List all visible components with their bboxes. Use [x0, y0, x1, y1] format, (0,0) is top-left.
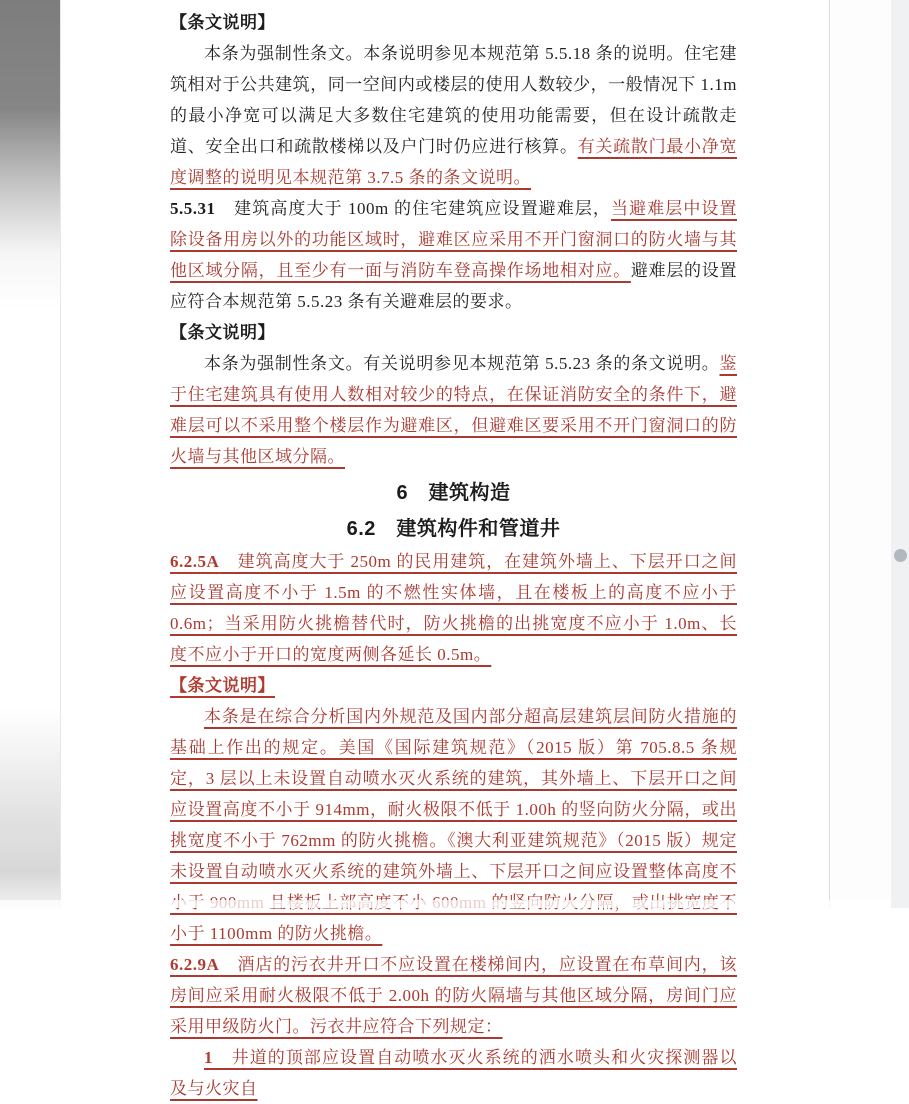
text-run: 本条为强制性条文。有关说明参见本规范第 5.5.23 条的条文说明。 [204, 354, 720, 373]
text-run: 6 建筑构造 [396, 482, 511, 504]
chapter-heading-6 [170, 478, 737, 508]
text-run: 6.2.5A [170, 552, 220, 571]
page-left-gutter [0, 0, 60, 908]
text-run: 6.2.9A [170, 955, 220, 974]
clause-6-2-5A [170, 546, 737, 670]
page-bottom-edge [0, 900, 891, 908]
text-run: 建筑高度大于 250m 的民用建筑，在建筑外墙上、下层开口之间应设置高度不小于 1.5m 的不燃性实体墙，且在楼板上的高度不应小于 0.6m；当采用防火挑檐替代时，防火挑檐的出挑宽度不应小于 1.0m、长度不应小于开口的宽度两侧各延长 0.5m。 [170, 552, 737, 664]
text-run: 5.5.31 [170, 199, 216, 218]
text-run: 本条为强制性条文。本条说明参见本规范第 5.5.18 条的说明。住宅建筑相对于公共建筑，同一空间内或楼层的使用人数较少，一般情况下 1.1m 的最小净宽可以满足大多数住宅建筑的使用功能需要，但在设计疏散走道、安全出口和疏散楼梯以及户门时仍应进行核算。 [170, 44, 737, 156]
text-run: 【条文说明】 [170, 676, 275, 695]
clause-5-5-31 [170, 193, 737, 317]
section-heading-6-2 [170, 514, 737, 544]
text-run: 【条文说明】 [170, 13, 275, 32]
text-run: 鉴于住宅建筑具有使用人数相对较少的特点，在保证消防安全的条件下，避难层可以不采用整个楼层作为避难区，但避难区要采用不开门窗洞口的防火墙与其他区域分隔。 [170, 354, 737, 466]
commentary-para-5-5-18 [170, 38, 737, 193]
commentary-heading-3 [170, 670, 737, 701]
text-run: 井道的顶部应设置自动喷水灭火系统的洒水喷头和火灾探测器以及与火灾自 [170, 1048, 737, 1098]
scrollbar-thumb[interactable] [894, 549, 907, 562]
text-run: 6.2 建筑构件和管道井 [346, 518, 561, 540]
scrollbar[interactable] [891, 0, 909, 908]
text-run: 本条是在综合分析国内外规范及国内部分超高层建筑层间防火措施的基础上作出的规定。美国《国际建筑规范》（2015 版）第 705.8.5 条规定，3 层以上未设置自动喷水灭火系统的建筑，其外墙上、下层开口之间应设置高度不小于 914mm，耐火极限不低于 1.00h 的竖向防火分隔，或出挑宽度不小于 762mm 的防火挑檐。《澳大利亚建筑规范》（2015 版）规定未设置自动喷水灭火系统的建筑外墙上、下层开口之间应设置整体高度不 小于 1100mm 的防火挑檐。 [170, 707, 737, 943]
text-run: 【条文说明】 [170, 323, 275, 342]
text-run: 1 [204, 1048, 213, 1067]
clause-6-2-9A [170, 949, 737, 1042]
text-run: 当避难层中设置除设备用房以外的功能区域时，避难区应采用不开门窗洞口的防火墙与其他区域分隔，且至少有一面与消防车登高操作场地相对应。 [170, 199, 738, 280]
text-run: 有关疏散门最小净宽度调整的说明见本规范第 3.7.5 条的条文说明。 [170, 137, 738, 187]
page-right-gutter [831, 0, 891, 908]
commentary-heading-2 [170, 317, 737, 348]
commentary-para-6-2-5A [170, 701, 737, 949]
commentary-heading-1 [170, 7, 737, 38]
commentary-para-5-5-23 [170, 348, 737, 472]
document-body [170, 7, 737, 1104]
text-run: 建筑高度大于 100m 的住宅建筑应设置避难层， [215, 199, 612, 218]
clause-6-2-9A-item-1 [170, 1042, 737, 1104]
document-page [60, 0, 830, 1098]
text-run: 酒店的污衣井开口不应设置在楼梯间内，应设置在布草间内，该房间应采用耐火极限不低于 2.00h 的防火隔墙与其他区域分隔，房间门应采用甲级防火门。污衣井应符合下列规定： [170, 955, 737, 1036]
text-run: 避难层的设置应符合本规范第 5.5.23 条有关避难层的要求。 [170, 261, 738, 311]
